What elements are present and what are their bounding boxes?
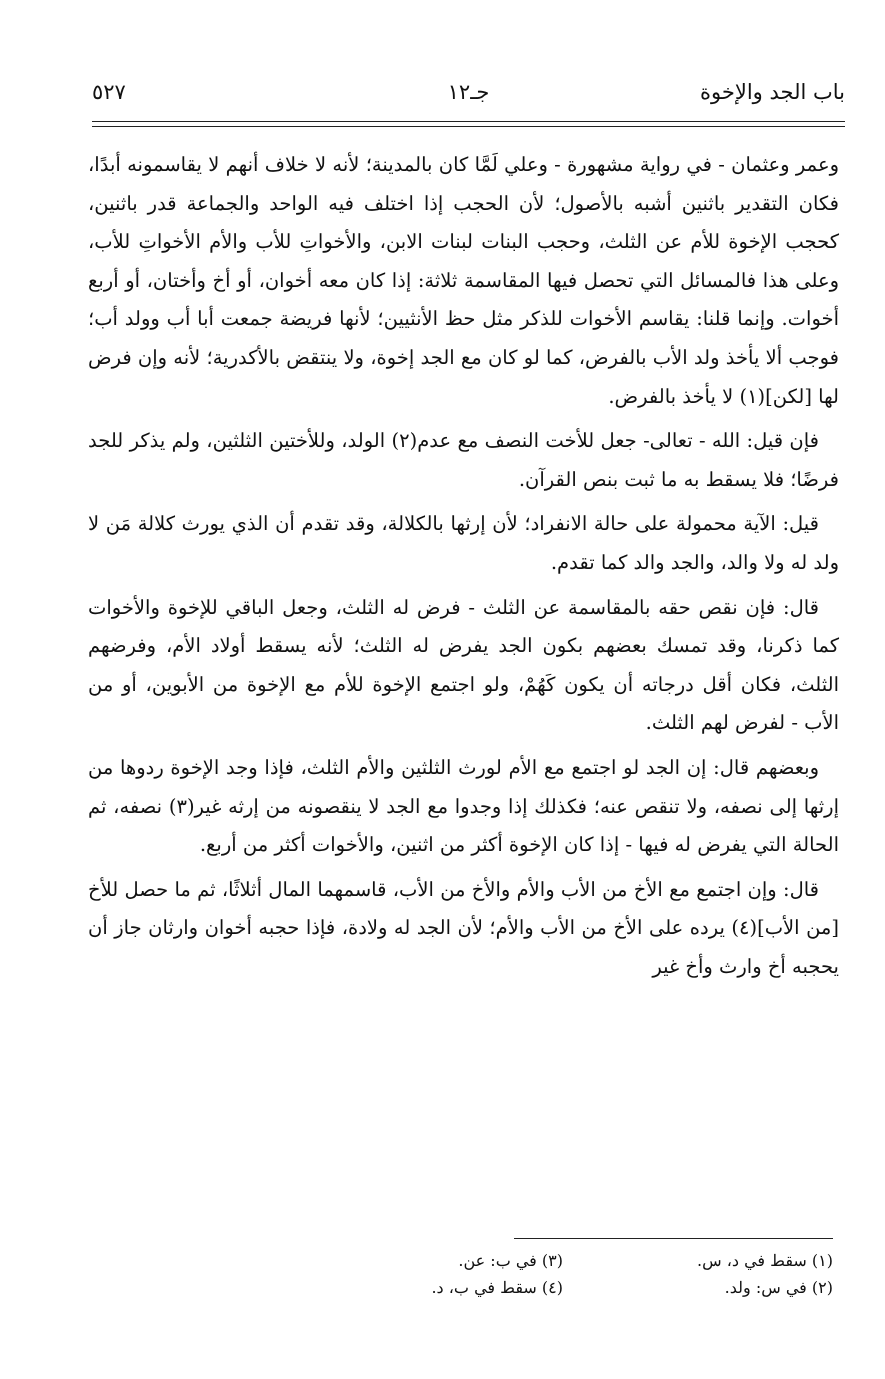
footnote-column-left: [363, 1247, 563, 1301]
header-rule-thick: [92, 121, 845, 122]
footnote-separator: [514, 1238, 833, 1239]
footnote-column-right: [633, 1247, 833, 1301]
chapter-title: باب الجد والإخوة: [700, 80, 845, 104]
paragraph: قال: وإن اجتمع مع الأخ من الأب والأم والأخ من الأب، قاسمهما المال أثلاثًا، ثم ما حصل للأخ [من الأب](٤) يرده على الأخ من الأب والأم؛ لأن الجد له ولادة، فإذا حجبه أخوان وارثان جاز أن يحجبه أخ وارث وأخ غير: [88, 877, 839, 978]
running-header: [92, 80, 845, 116]
paragraph: قال: فإن نقص حقه بالمقاسمة عن الثلث - فرض له الثلث، وجعل الباقي للإخوة والأخوات كما ذكرنا، وقد تمسك بعضهم بكون الجد يفرض له الثلث؛ لأنه يسقط أولاد الأم، وفرضهم الثلث، فكان أقل درجاته أن يكون كَهُمْ، ولو اجتمع الإخوة للأم مع الإخوة من الأبوين، أو من الأب - لفرض لهم الثلث.: [88, 595, 839, 735]
paragraph: قيل: الآية محمولة على حالة الانفراد؛ لأن إرثها بالكلالة، وقد تقدم أن الذي يورث كلالة مَن لا ولد له ولا والد، والجد والد كما تقدم.: [88, 512, 839, 574]
paragraph: وبعضهم قال: إن الجد لو اجتمع مع الأم لورث الثلثين والأم الثلث، فإذا وجد الإخوة ردوها من إرثها إلى نصفه، ولا تنقص عنه؛ فكذلك إذا وجدوا مع الجد لا ينقصونه من إرثه غير(٣) نصفه، ثم الحالة التي يفرض له فيها - إذا كان الإخوة أكثر من اثنين، والأخوات أكثر من أربع.: [88, 755, 839, 857]
paragraph: وعمر وعثمان - في رواية مشهورة - وعلي لَمَّا كان بالمدينة؛ لأنه لا خلاف أنهم لا يقاسمونه أبدًا، فكان التقدير باثنين أشبه بالأصول؛ لأن الحجب إذا اختلف فيه الواحد والجماعة قدر باثنين، كحجب الإخوة للأم عن الثلث، وحجب البنات لبنات الابن، والأخواتِ للأب والأم الأخواتِ للأب، وعلى هذا فالمسائل التي تحصل فيها المقاسمة ثلاثة: إذا كان معه أخوان، أو أخ وأختان، أو أربع أخوات. وإنما قلنا: يقاسم الأخوات للذكر مثل حظ الأنثيين؛ لأنها فريضة جمعت أبا أب وولد أب؛ فوجب ألا يأخذ ولد الأب بالفرض، كما لو كان مع الجد إخوة، ولا ينتقض بالأكدرية؛ لأنه وإن فرض لها [لكن](١) لا يأخذ بالفرض.: [88, 153, 839, 408]
footnote: (٤) سقط في ب، د.: [431, 1278, 563, 1297]
footnote: (٣) في ب: عن.: [458, 1251, 563, 1270]
header-rule-thin: [92, 126, 845, 127]
page-number: ٥٢٧: [92, 80, 126, 104]
volume-number: جـ١٢: [447, 80, 490, 104]
body-text: [88, 146, 839, 992]
footnote: (١) سقط في د، س.: [696, 1251, 833, 1270]
footnote: (٢) في س: ولد.: [724, 1278, 833, 1297]
paragraph: فإن قيل: الله - تعالى- جعل للأخت النصف مع عدم(٢) الولد، وللأختين الثلثين، ولم يذكر للجد فرضًا؛ فلا يسقط به ما ثبت بنص القرآن.: [88, 429, 839, 491]
